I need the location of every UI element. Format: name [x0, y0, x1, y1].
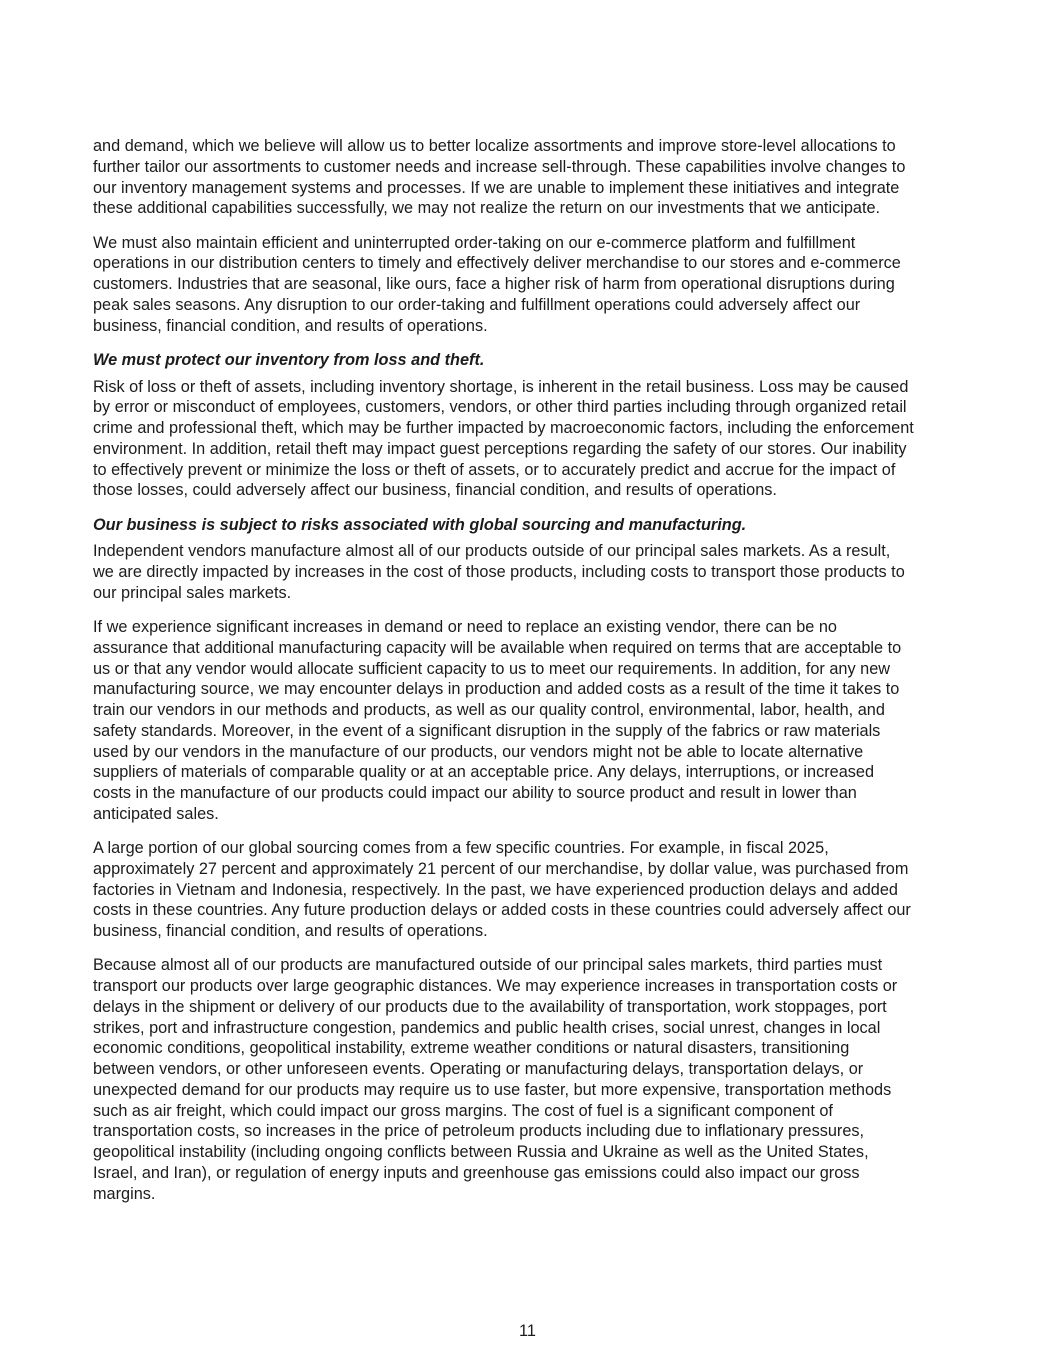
paragraph-order-fulfillment: We must also maintain efficient and uninterrupted order-taking on our e-commerce platform and fulfillment operations in our distribution centers to timely and effectively deliver merchandise to our stores and e-commerce customers. Industries that are seasonal, like ours, face a higher risk of harm from operational disruptions during peak sales seasons. Any disruption to our order-taking and fulfillment operations could adversely affect our business, financial condition, and results of operations.: [93, 233, 901, 335]
document-page-body: [93, 136, 968, 1218]
heading-global-sourcing-risk: Our business is subject to risks associated with global sourcing and manufacturing.: [93, 515, 747, 534]
page-number: 11: [519, 1322, 536, 1340]
paragraph-manufacturing-capacity: If we experience significant increases in demand or need to replace an existing vendor, there can be no assurance that additional manufacturing capacity will be available when required on terms that are acceptable to us or that any vendor would allocate sufficient capacity to us to meet our requirements. In addition, for any new manufacturing source, we may encounter delays in production and added costs as a result of the time it takes to train our vendors in our methods and products, as well as our quality control, environmental, labor, health, and safety standards. Moreover, in the event of a significant disruption in the supply of the fabrics or raw materials used by our vendors in the manufacture of our products, our vendors might not be able to locate alternative suppliers of materials of comparable quality or at an acceptable price. Any delays, interruptions, or increased costs in the manufacture of our products could impact our ability to source product and result in lower than anticipated sales.: [93, 618, 902, 823]
paragraph-sourcing-countries: A large portion of our global sourcing comes from a few specific countries. For example, in fiscal 2025, approximately 27 percent and approximately 21 percent of our merchandise, by dollar value, was purchased from factories in Vietnam and Indonesia, respectively. In the past, we have experienced production delays and added costs in these countries. Any future production delays or added costs in these countries could adversely affect our business, financial condition, and results of operations.: [93, 839, 911, 940]
heading-inventory-loss-theft: We must protect our inventory from loss and theft.: [93, 350, 485, 369]
paragraph-inventory-capabilities: and demand, which we believe will allow us to better localize assortments and improve store-level allocations to further tailor our assortments to customer needs and increase sell-through. These capabilities involve changes to our inventory management systems and processes. If we are unable to implement these initiatives and integrate these additional capabilities successfully, we may not realize the return on our investments that we anticipate.: [93, 137, 906, 218]
paragraph-independent-vendors: Independent vendors manufacture almost all of our products outside of our principal sales markets. As a result, we are directly impacted by increases in the cost of those products, including costs to transport those products to our principal sales markets.: [93, 542, 905, 602]
paragraph-loss-theft-risk: Risk of loss or theft of assets, including inventory shortage, is inherent in the retail business. Loss may be caused by error or misconduct of employees, customers, vendors, or other third parties including through organized retail crime and professional theft, which may be further impacted by macroeconomic factors, including the enforcement environment. In addition, retail theft may impact guest perceptions regarding the safety of our stores. Our inability to effectively prevent or minimize the loss or theft of assets, or to accurately predict and accrue for the impact of those losses, could adversely affect our business, financial condition, and results of operations.: [93, 377, 914, 500]
paragraph-transportation-costs: Because almost all of our products are manufactured outside of our principal sales markets, third parties must transport our products over large geographic distances. We may experience increases in transportation costs or delays in the shipment or delivery of our products due to the availability of transportation, work stoppages, port strikes, port and infrastructure congestion, pandemics and public health crises, social unrest, changes in local economic conditions, geopolitical instability, extreme weather conditions or natural disasters, transitioning between vendors, or other unforeseen events. Operating or manufacturing delays, transportation delays, or unexpected demand for our products may require us to use faster, but more expensive, transportation methods such as air freight, which could impact our gross margins. The cost of fuel is a significant component of transportation costs, so increases in the price of petroleum products including due to inflationary pressures, geopolitical instability (including ongoing conflicts between Russia and Ukraine as well as the United States, Israel, and Iran), or regulation of energy inputs and greenhouse gas emissions could also impact our gross margins.: [93, 956, 898, 1203]
